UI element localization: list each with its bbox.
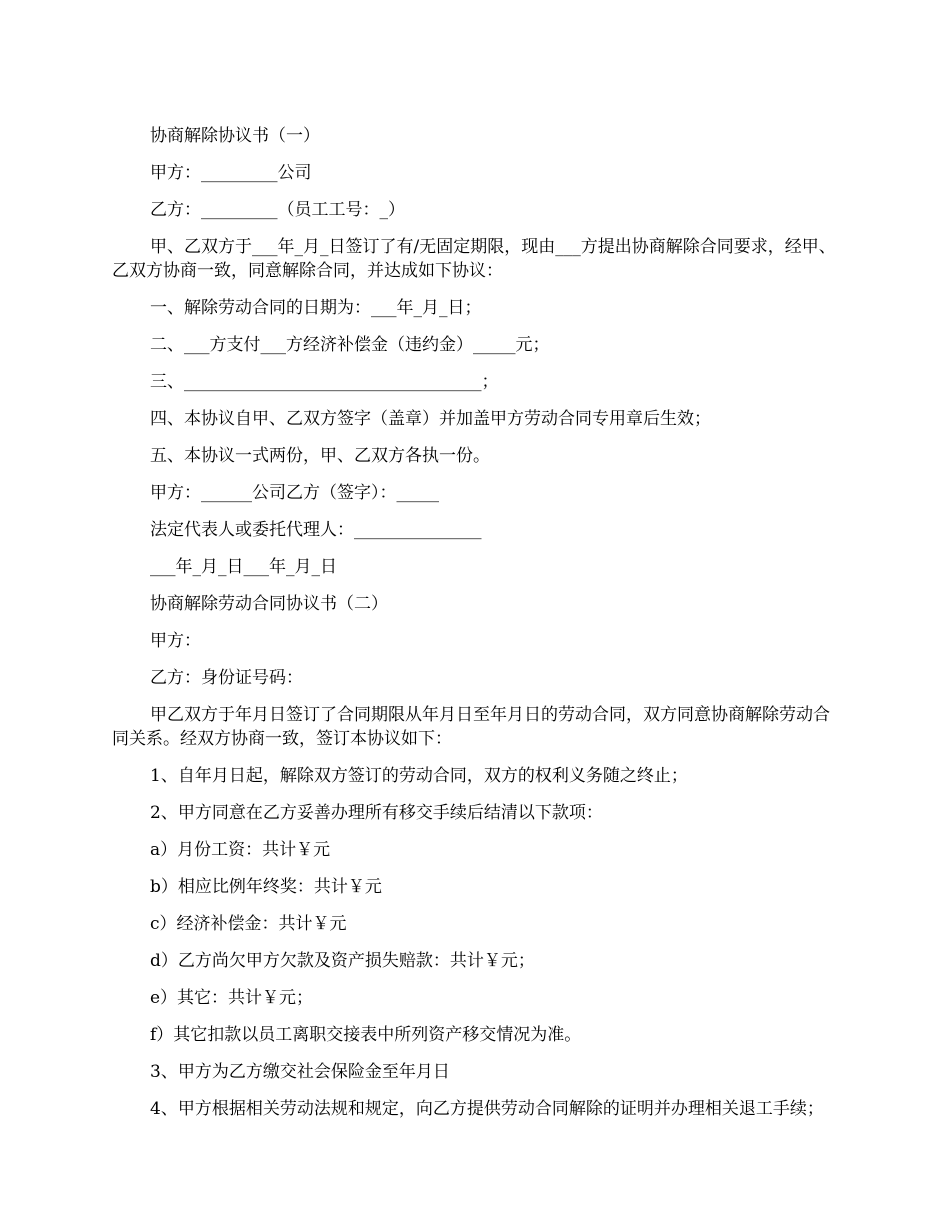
item-2d: d）乙方尚欠甲方欠款及资产损失赔款：共计￥元；	[150, 951, 535, 971]
item-2: 2、甲方同意在乙方妥善办理所有移交手续后结清以下款项：	[150, 803, 603, 823]
doc-title-1: 协商解除协议书（一）	[150, 126, 320, 146]
representative-line: 法定代表人或委托代理人：_______________	[150, 520, 482, 540]
item-1: 1、自年月日起，解除双方签订的劳动合同，双方的权利义务随之终止；	[150, 766, 688, 786]
date-line: ___年_月_日___年_月_日	[150, 557, 337, 577]
clause-5: 五、本协议一式两份，甲、乙双方各执一份。	[150, 446, 490, 466]
party-b-line-2: 乙方：身份证号码：	[150, 668, 303, 688]
item-2b: b）相应比例年终奖：共计￥元	[150, 877, 382, 897]
item-4: 4、甲方根据相关劳动法规和规定，向乙方提供劳动合同解除的证明并办理相关退工手续；	[150, 1099, 824, 1119]
item-2a: a）月份工资：共计￥元	[150, 840, 331, 860]
party-a-line: 甲方：_________公司	[150, 163, 312, 183]
party-b-line: 乙方：_________（员工工号：_）	[150, 200, 405, 220]
item-2e: e）其它：共计￥元；	[150, 988, 314, 1008]
clause-1: 一、解除劳动合同的日期为：___年_月_日；	[150, 298, 482, 318]
clause-2: 二、___方支付___方经济补偿金（违约金）_____元；	[150, 335, 550, 355]
item-3: 3、甲方为乙方缴交社会保险金至年月日	[150, 1062, 450, 1082]
item-2f: f）其它扣款以员工离职交接表中所列资产移交情况为准。	[150, 1025, 582, 1045]
item-2c: c）经济补偿金：共计￥元	[150, 914, 347, 934]
doc-title-2: 协商解除劳动合同协议书（二）	[150, 594, 388, 614]
document-page	[112, 124, 840, 1134]
clause-3: 三、___________________________________；	[150, 372, 499, 392]
intro-paragraph: 甲、乙双方于___年_月_日签订了有/无固定期限，现由___方提出协商解除合同要求，经甲、乙双方协商一致，同意解除合同，并达成如下协议：	[112, 237, 836, 281]
signature-line: 甲方：______公司乙方（签字）：_____	[150, 483, 439, 503]
intro-paragraph-2: 甲乙双方于年月日签订了合同期限从年月日至年月日的劳动合同，双方同意协商解除劳动合同关系。经双方协商一致，签订本协议如下：	[112, 705, 830, 749]
party-a-line-2: 甲方：	[150, 631, 201, 651]
clause-4: 四、本协议自甲、乙双方签字（盖章）并加盖甲方劳动合同专用章后生效；	[150, 409, 711, 429]
